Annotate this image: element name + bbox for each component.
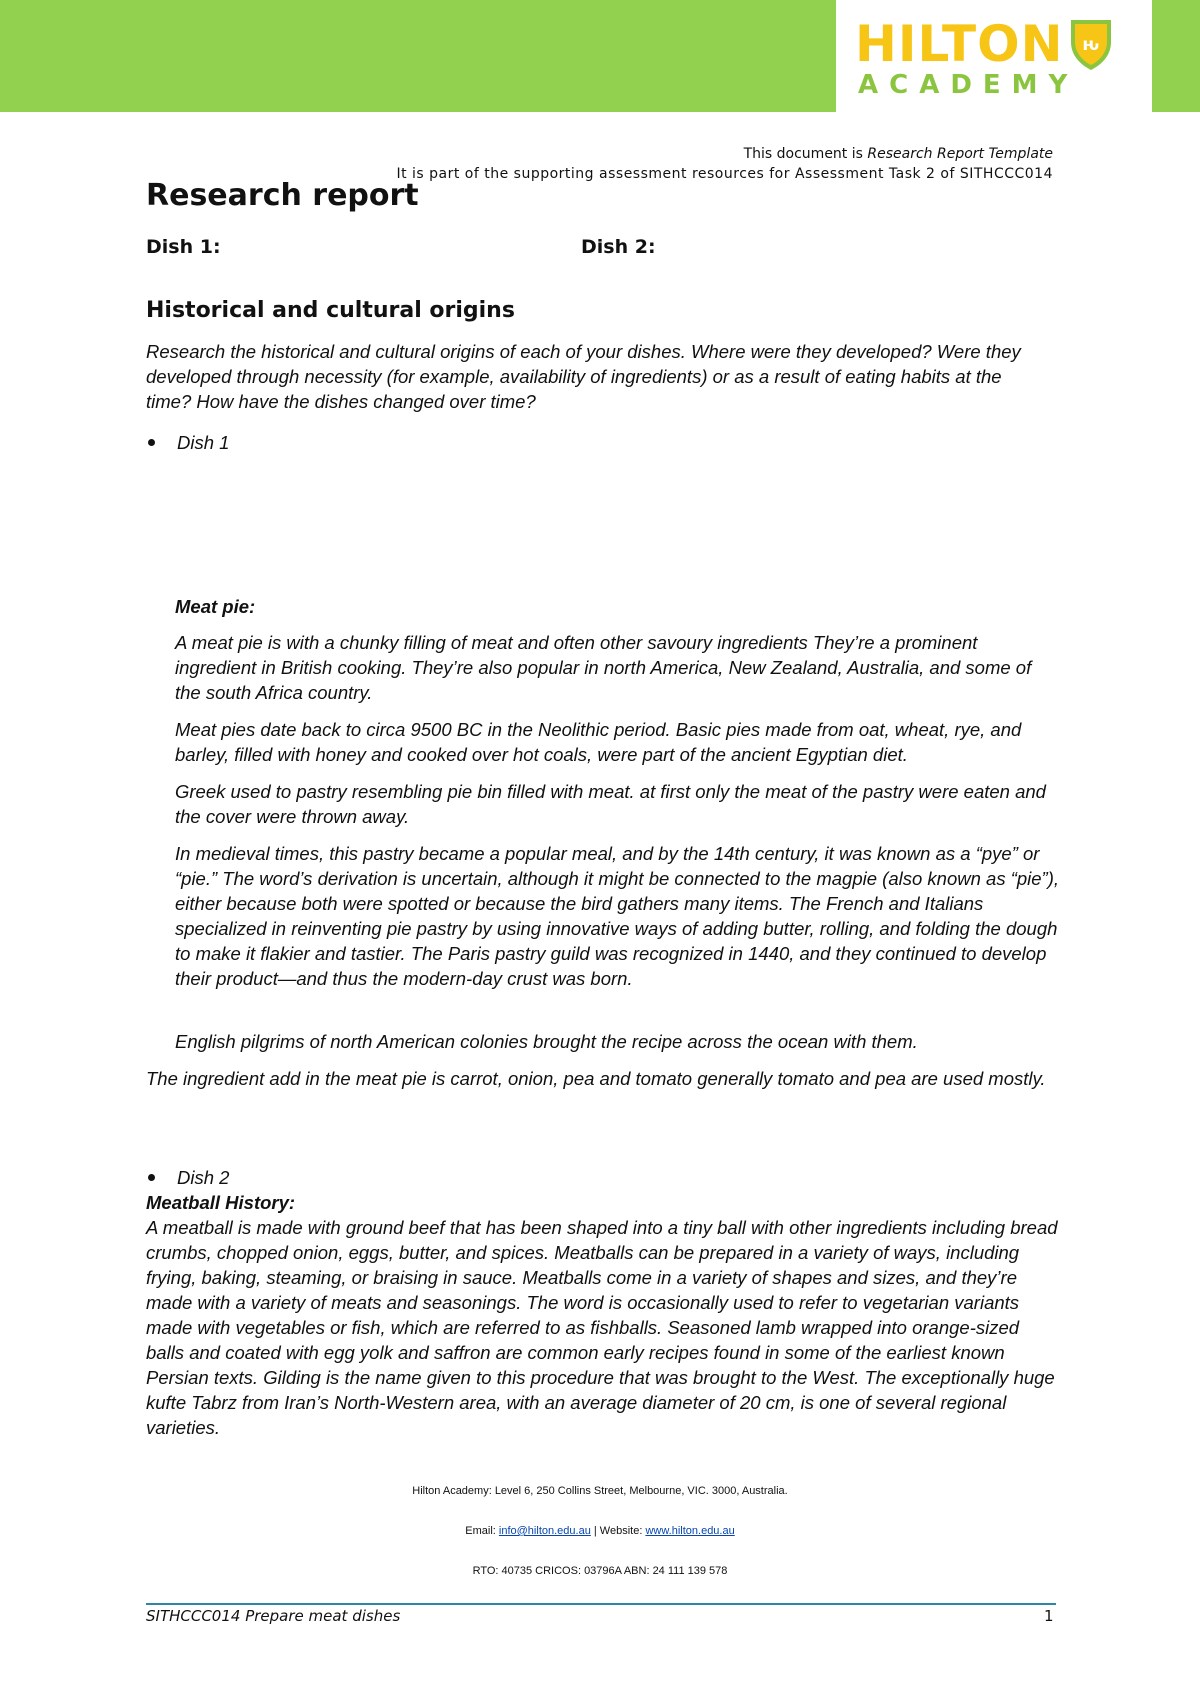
page-title: Research report: [146, 178, 419, 213]
logo-subtitle: ACADEMY: [858, 70, 1079, 100]
meta-doc-name: Research Report Template: [867, 146, 1053, 162]
meat-pie-heading: Meat pie:: [175, 596, 256, 617]
meat-pie-paragraph-5: English pilgrims of north American colonies brought the recipe across the ocean with them.: [175, 1031, 918, 1052]
dish-1-label: Dish 1:: [146, 236, 221, 258]
bullet-icon: [148, 439, 155, 446]
footer-divider: [146, 1603, 1056, 1605]
logo-wordmark: HILTON: [855, 15, 1064, 73]
footer-rto: RTO: 40735 CRICOS: 03796A ABN: 24 111 139 578: [472, 1565, 728, 1577]
bullet-icon: [148, 1174, 155, 1181]
meat-pie-paragraph-1: A meat pie is with a chunky filling of meat and often other savoury ingredients They’re a prominent ingredient in British cooking. They’re also popular in north America, New Zealand, Australia, and some of the south Africa country.: [175, 632, 1032, 703]
footer-contact: Email: info@hilton.edu.au | Website: www.hilton.edu.au: [465, 1525, 735, 1537]
dish-2-label: Dish 2:: [581, 236, 656, 258]
meta-line-2: It is part of the supporting assessment resources for Assessment Task 2 of SITHCCC014: [396, 166, 1053, 182]
document-meta: [396, 144, 1053, 184]
meatball-paragraph: A meatball is made with ground beef that has been shaped into a tiny ball with other ingredients including bread crumbs, chopped onion, eggs, butter, and spices. Meatballs can be prepared in a variety of ways, including frying, baking, steaming, or braising in sauce. Meatballs come in a variety of shapes and sizes, and they’re made with a variety of meats and seasonings. The word is occasionally used to refer to vegetarian variants made with vegetables or fish, which are referred to as fishballs. Seasoned lamb wrapped into orange-sized balls and coated with egg yolk and saffron are common early recipes found in some of the earliest known Persian texts. Gilding is the name given to this procedure that was brought to the West. The exceptionally huge kufte Tabrz from Iran’s North-Western area, with an average diameter of 20 cm, is one of several regional varieties.: [146, 1217, 1058, 1438]
footer-address: Hilton Academy: Level 6, 250 Collins Street, Melbourne, VIC. 3000, Australia.: [412, 1485, 788, 1497]
hilton-academy-logo: [855, 14, 1145, 110]
dish-2-bullet: Dish 2: [148, 1165, 229, 1190]
meatball-heading: Meatball History:: [146, 1192, 296, 1213]
page-number: 1: [1044, 1607, 1054, 1625]
header-green-band-left: [0, 0, 836, 112]
svg-text:ԋ: ԋ: [1081, 35, 1100, 55]
website-link[interactable]: www.hilton.edu.au: [645, 1525, 735, 1537]
meat-pie-paragraph-2: Meat pies date back to circa 9500 BC in the Neolithic period. Basic pies made from oat, wheat, rye, and barley, filled with honey and cooked over hot coals, were part of the ancient Egyptian diet.: [175, 719, 1022, 765]
intro-paragraph: Research the historical and cultural origins of each of your dishes. Where were they developed? Were they developed through necessity (for example, availability of ingredients) or as a result of eating habits at the time? How have the dishes changed over time?: [146, 341, 1021, 412]
meta-line-1: This document is Research Report Template: [743, 146, 1053, 162]
shield-logo-icon: [1068, 16, 1114, 72]
dish-1-bullet: Dish 1: [148, 430, 229, 455]
header-green-band-right: [1152, 0, 1200, 112]
meat-pie-paragraph-4: In medieval times, this pastry became a popular meal, and by the 14th century, it was known as a “pye” or “pie.” The word’s derivation is uncertain, although it might be connected to the magpie (also known as “pie”), either because both were spotted or because the bird gathers many items. The French and Italians specialized in reinventing pie pastry by using innovative ways of adding butter, rolling, and folding the dough to make it flakier and tastier. The Paris pastry guild was recognized in 1440, and they continued to develop their product—and thus the modern-day crust was born.: [175, 843, 1060, 989]
email-link[interactable]: info@hilton.edu.au: [498, 1525, 591, 1537]
meat-pie-ingredients: The ingredient add in the meat pie is carrot, onion, pea and tomato generally tomato and pea are used mostly.: [146, 1068, 1046, 1089]
section-heading: Historical and cultural origins: [146, 298, 515, 323]
meat-pie-paragraph-3: Greek used to pastry resembling pie bin filled with meat. at first only the meat of the pastry were eaten and the cover were thrown away.: [175, 781, 1046, 827]
footer-unit: SITHCCC014 Prepare meat dishes: [146, 1607, 401, 1625]
